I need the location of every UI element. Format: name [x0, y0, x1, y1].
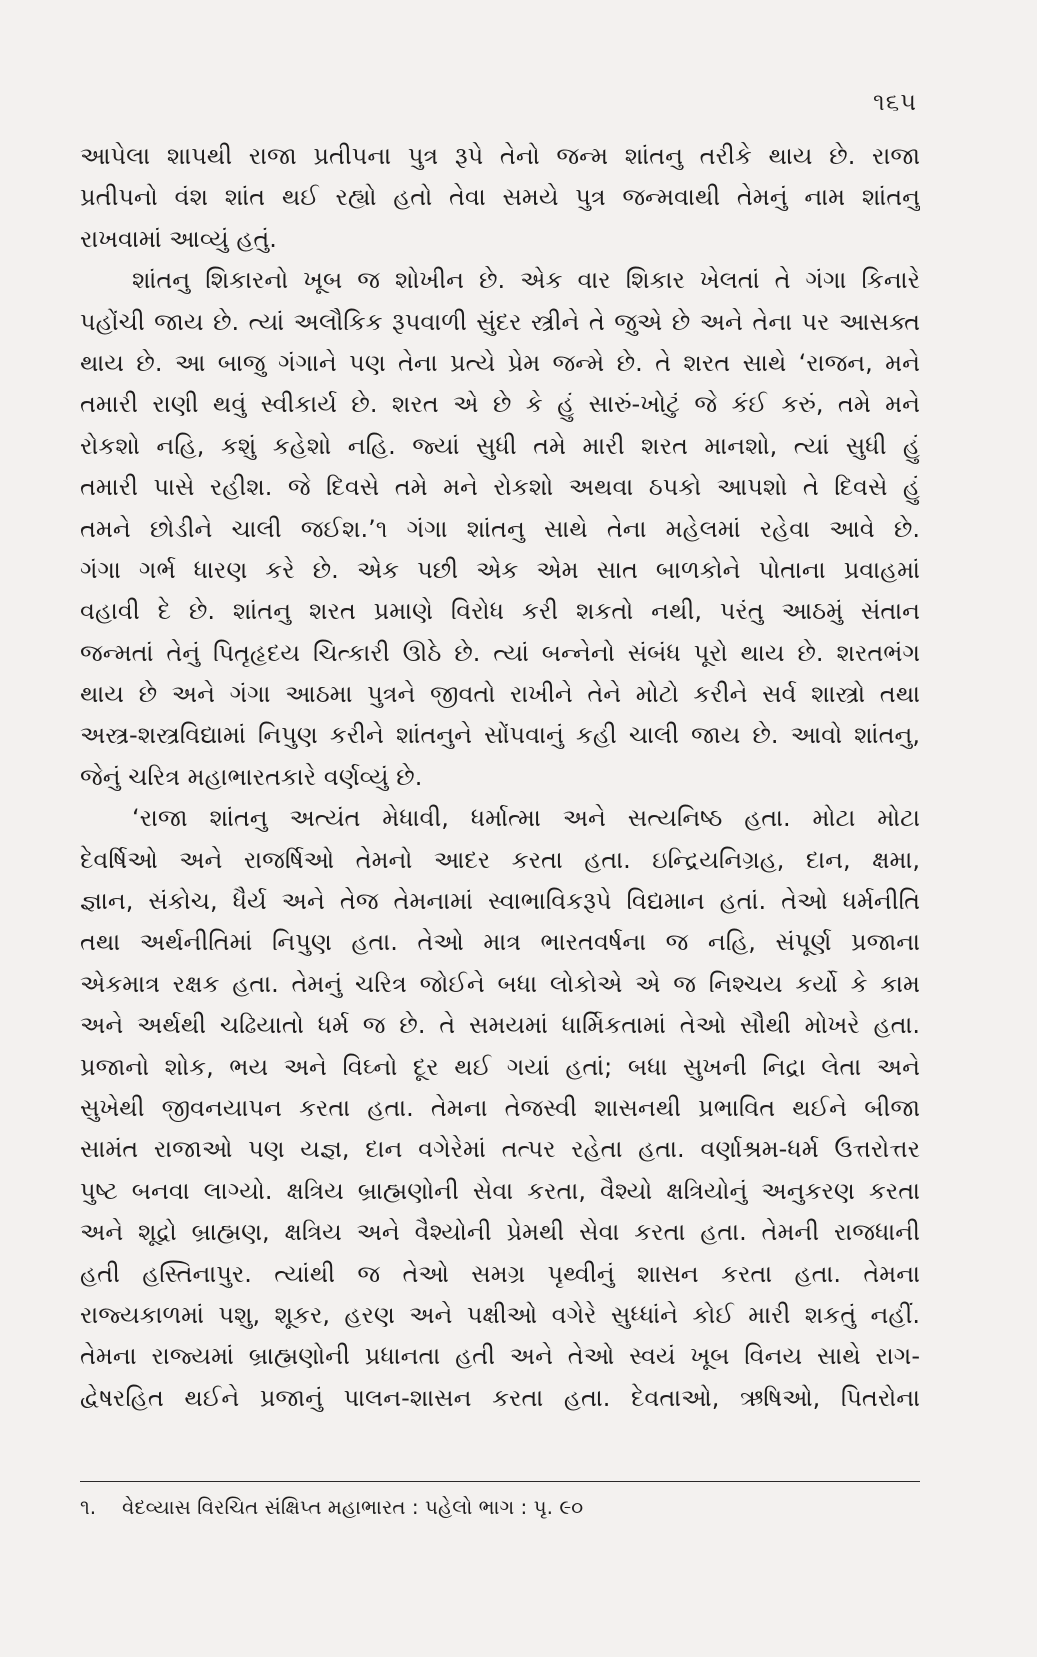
- text-line: દેવર્ષિઓ અને રાજર્ષિઓ તેમનો આદર કરતા હતા. ઇન્દ્રિયનિગ્રહ, દાન, ક્ષમા,: [80, 845, 920, 874]
- text-line: આપેલા શાપથી રાજા પ્રતીપના પુત્ર રૂપે તેનો જન્મ શાંતનુ તરીકે થાય છે. રાજા: [80, 142, 920, 170]
- footnote-text: વેદવ્યાસ વિરચિત સંક્ષિપ્ત મહાભારત : પહેલો ભાગ : પૃ. ૯૦: [122, 1495, 584, 1519]
- text-line: હતી હસ્તિનાપુર. ત્યાંથી જ તેઓ સમગ્ર પૃથ્વીનું શાસન કરતા હતા. તેમના: [80, 1259, 920, 1288]
- footnote-number: ૧.: [80, 1495, 97, 1519]
- text-line: એકમાત્ર રક્ષક હતા. તેમનું ચરિત્ર જોઈને બધા લોકોએ એ જ નિશ્ચય કર્યો કે કામ: [80, 969, 920, 998]
- text-line: પ્રતીપનો વંશ શાંત થઈ રહ્યો હતો તેવા સમયે પુત્ર જન્મવાથી તેમનું નામ શાંતનુ: [80, 183, 920, 212]
- text-line: જન્મતાં તેનું પિતૃહૃદય ચિત્કારી ઊઠે છે. ત્યાં બન્નેનો સંબંધ પૂરો થાય છે. શરતભંગ: [80, 638, 920, 667]
- text-line: સામંત રાજાઓ પણ યજ્ઞ, દાન વગેરેમાં તત્પર રહેતા હતા. વર્ણાશ્રમ-ધર્મ ઉત્તરોત્તર: [80, 1135, 920, 1164]
- text-line: ગંગા ગર્ભ ધારણ કરે છે. એક પછી એક એમ સાત બાળકોને પોતાના પ્રવાહમાં: [80, 555, 920, 584]
- text-line: પુષ્ટ બનવા લાગ્યો. ક્ષત્રિય બ્રાહ્મણોની સેવા કરતા, વૈશ્યો ક્ષત્રિયોનું અનુકરણ કરતા: [80, 1176, 920, 1205]
- text-line: વહાવી દે છે. શાંતનુ શરત પ્રમાણે વિરોધ કરી શકતો નથી, પરંતુ આઠમું સંતાન: [80, 597, 920, 626]
- text-line: શાંતનુ શિકારનો ખૂબ જ શોખીન છે. એક વાર શિકાર ખેલતાં તે ગંગા કિનારે: [132, 266, 920, 295]
- text-line: રાજ્યકાળમાં પશુ, શૂકર, હરણ અને પક્ષીઓ વગેરે સુધ્ધાંને કોઈ મારી શકતું નહીં.: [80, 1300, 920, 1329]
- body-text: [80, 136, 920, 1419]
- text-line: અને શૂદ્રો બ્રાહ્મણ, ક્ષત્રિય અને વૈશ્યોની પ્રેમથી સેવા કરતા હતા. તેમની રાજધાની: [80, 1218, 920, 1247]
- text-line: જેનું ચરિત્ર મહાભારતકારે વર્ણવ્યું છે.: [80, 762, 423, 791]
- text-line: તેમના રાજ્યમાં બ્રાહ્મણોની પ્રધાનતા હતી અને તેઓ સ્વયં ખૂબ વિનય સાથે રાગ-: [80, 1342, 920, 1371]
- text-line: જ્ઞાન, સંકોચ, ધૈર્ય અને તેજ તેમનામાં સ્વાભાવિકરૂપે વિદ્યમાન હતાં. તેઓ ધર્મનીતિ: [80, 887, 920, 916]
- text-line: રોકશો નહિ, કશું કહેશો નહિ. જ્યાં સુધી તમે મારી શરત માનશો, ત્યાં સુધી હું: [80, 431, 920, 460]
- text-line: અને અર્થથી ચઢિયાતો ધર્મ જ છે. તે સમયમાં ધાર્મિકતામાં તેઓ સૌથી મોખરે હતા.: [80, 1011, 920, 1040]
- text-line: ‘રાજા શાંતનુ અત્યંત મેધાવી, ધર્માત્મા અને સત્યનિષ્ઠ હતા. મોટા મોટા: [132, 804, 920, 833]
- text-line: પહોંચી જાય છે. ત્યાં અલૌકિક રૂપવાળી સુંદર સ્ત્રીને તે જુએ છે અને તેના પર આસક્ત: [80, 307, 920, 336]
- text-line: તથા અર્થનીતિમાં નિપુણ હતા. તેઓ માત્ર ભારતવર્ષના જ નહિ, સંપૂર્ણ પ્રજાના: [80, 928, 920, 957]
- footnote-divider: [80, 1481, 920, 1482]
- text-line: પ્રજાનો શોક, ભય અને વિઘ્નો દૂર થઈ ગયાં હતાં; બધા સુખની નિદ્રા લેતા અને: [80, 1052, 920, 1081]
- text-line: રાખવામાં આવ્યું હતું.: [80, 224, 277, 253]
- text-line: અસ્ત્ર-શસ્ત્રવિદ્યામાં નિપુણ કરીને શાંતનુને સોંપવાનું કહી ચાલી જાય છે. આવો શાંતનુ,: [80, 721, 920, 750]
- footnote: [80, 1492, 920, 1522]
- page-number: ૧૬૫: [873, 88, 917, 116]
- paragraph: [80, 798, 920, 1419]
- text-line: તમારી પાસે રહીશ. જે દિવસે તમે મને રોકશો અથવા ઠપકો આપશો તે દિવસે હું: [80, 473, 920, 502]
- paragraph: [80, 136, 920, 260]
- text-line: થાય છે. આ બાજુ ગંગાને પણ તેના પ્રત્યે પ્રેમ જન્મે છે. તે શરત સાથે ‘રાજન, મને: [80, 348, 920, 377]
- text-line: દ્વેષરહિત થઈને પ્રજાનું પાલન-શાસન કરતા હતા. દેવતાઓ, ઋષિઓ, પિતરોના: [80, 1383, 920, 1412]
- text-line: તમને છોડીને ચાલી જઈશ.’૧ ગંગા શાંતનુ સાથે તેના મહેલમાં રહેવા આવે છે.: [80, 514, 920, 543]
- text-line: સુખેથી જીવનયાપન કરતા હતા. તેમના તેજસ્વી શાસનથી પ્રભાવિત થઈને બીજા: [80, 1093, 920, 1122]
- text-line: તમારી રાણી થવું સ્વીકાર્ય છે. શરત એ છે કે હું સારું-ખોટું જે કંઈ કરું, તમે મને: [80, 390, 920, 419]
- paragraph: [80, 260, 920, 798]
- text-line: થાય છે અને ગંગા આઠમા પુત્રને જીવતો રાખીને તેને મોટો કરીને સર્વ શાસ્ત્રો તથા: [80, 680, 920, 709]
